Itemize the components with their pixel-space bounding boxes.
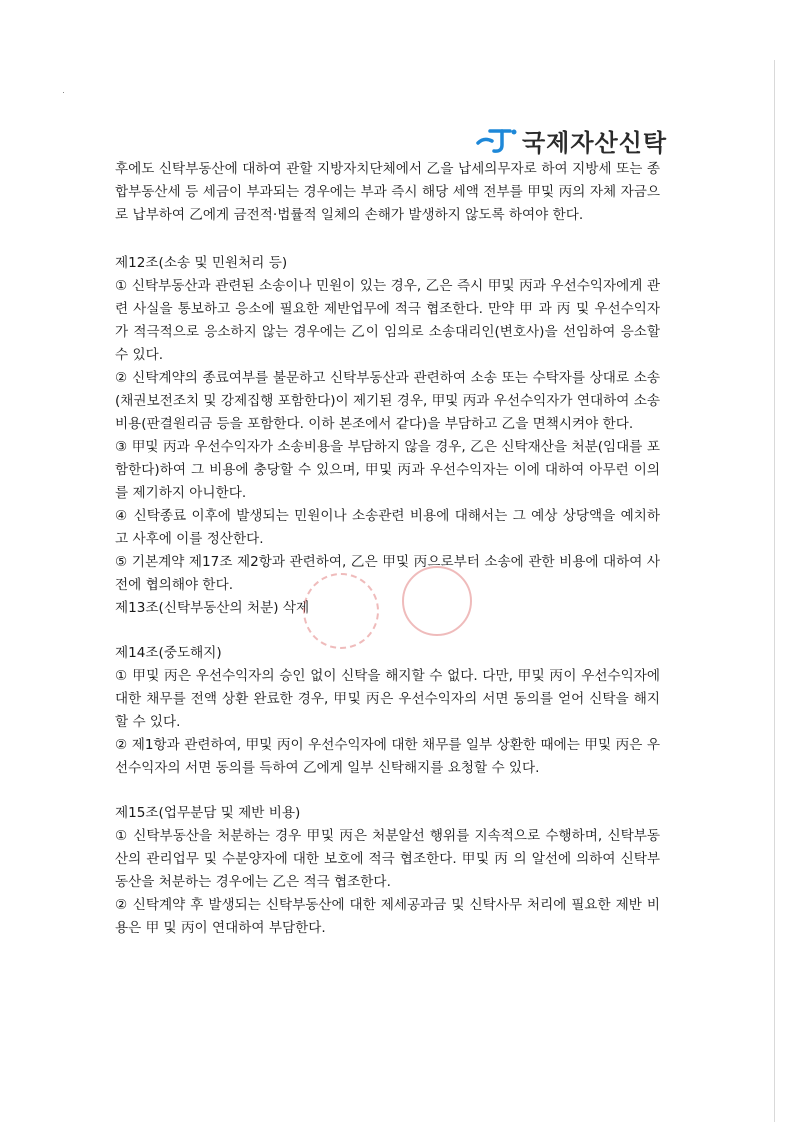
body-paragraph: ③ 甲및 丙과 우선수익자가 소송비용을 부담하지 않을 경우, 乙은 신탁재산을 처분(임대를 포함한다)하여 그 비용에 충당할 수 있으며, 甲및 丙과 우선수익자는 이에 대하여 아무런 이의를 제기하지 아니한다. (115, 439, 660, 501)
document-body (115, 158, 660, 940)
body-paragraph: ② 제1항과 관련하여, 甲및 丙이 우선수익자에 대한 채무를 일부 상환한 때에는 甲및 丙은 우선수익자의 서면 동의를 득하여 乙에게 일부 신탁해지를 요청할 수 있다. (115, 737, 660, 776)
body-paragraph: ② 신탁계약의 종료여부를 불문하고 신탁부동산과 관련하여 소송 또는 수탁자를 상대로 소송(채권보전조치 및 강제집행 포함한다)이 제기된 경우, 甲및 丙과 우선수익자가 연대하여 소송비용(판결원리금 등을 포함한다. 이하 본조에서 같다)을 부담하고 乙을 면책시켜야 한다. (115, 370, 660, 432)
company-logo (476, 122, 667, 158)
paragraph-gap (115, 227, 660, 252)
body-paragraph: ① 신탁부동산을 처분하는 경우 甲및 丙은 처분알선 행위를 지속적으로 수행하며, 신탁부동산의 관리업무 및 수분양자에 대한 보호에 적극 협조한다. 甲및 丙 의 알선에 의하여 신탁부동산을 처분하는 경우에는 乙은 적극 협조한다. (115, 828, 660, 890)
body-paragraph: ① 甲및 丙은 우선수익자의 승인 없이 신탁을 해지할 수 없다. 다만, 甲및 丙이 우선수익자에 대한 채무를 전액 상환 완료한 경우, 甲및 丙은 우선수익자의 서면 동의를 얻어 신탁을 해지할 수 있다. (115, 668, 660, 730)
body-paragraph: ⑤ 기본계약 제17조 제2항과 관련하여, 乙은 甲및 丙으로부터 소송에 관한 비용에 대하여 사전에 협의해야 한다. (115, 554, 660, 593)
logo-text: 국제자산신탁 (522, 128, 668, 157)
page-edge-line (774, 60, 775, 1122)
section-heading: 제14조(중도해지) (115, 645, 222, 661)
section-heading: 제12조(소송 및 민원처리 등) (115, 255, 288, 271)
body-paragraph: 후에도 신탁부동산에 대하여 관할 지방자치단체에서 乙을 납세의무자로 하여 지방세 또는 종합부동산세 등 세금이 부과되는 경우에는 부과 즉시 해당 세액 전부를 甲및 丙의 자체 자금으로 납부하여 乙에게 금전적·법률적 일체의 손해가 발생하지 않도록 하여야 한다. (115, 161, 660, 223)
kukje-trust-logo-icon (476, 125, 520, 155)
body-paragraph: ② 신탁계약 후 발생되는 신탁부동산에 대한 제세공과금 및 신탁사무 처리에 필요한 제반 비용은 甲 및 丙이 연대하여 부담한다. (115, 897, 660, 936)
body-paragraph: ① 신탁부동산과 관련된 소송이나 민원이 있는 경우, 乙은 즉시 甲및 丙과 우선수익자에게 관련 사실을 통보하고 응소에 필요한 제반업무에 적극 협조한다. 만약 甲 과 丙 및 우선수익자가 적극적으로 응소하지 않는 경우에는 乙이 임의로 소송대리인(변호사)을 선임하여 응소할 수 있다. (115, 278, 660, 363)
section-heading: 제15조(업무분담 및 제반 비용) (115, 805, 301, 821)
section-heading: 제13조(신탁부동산의 처분) 삭제 (115, 600, 310, 616)
paragraph-gap (115, 620, 660, 642)
scan-speck (63, 92, 64, 93)
paragraph-gap (115, 780, 660, 802)
body-paragraph: ④ 신탁종료 이후에 발생되는 민원이나 소송관련 비용에 대해서는 그 예상 상당액을 예치하고 사후에 이를 정산한다. (115, 508, 660, 547)
